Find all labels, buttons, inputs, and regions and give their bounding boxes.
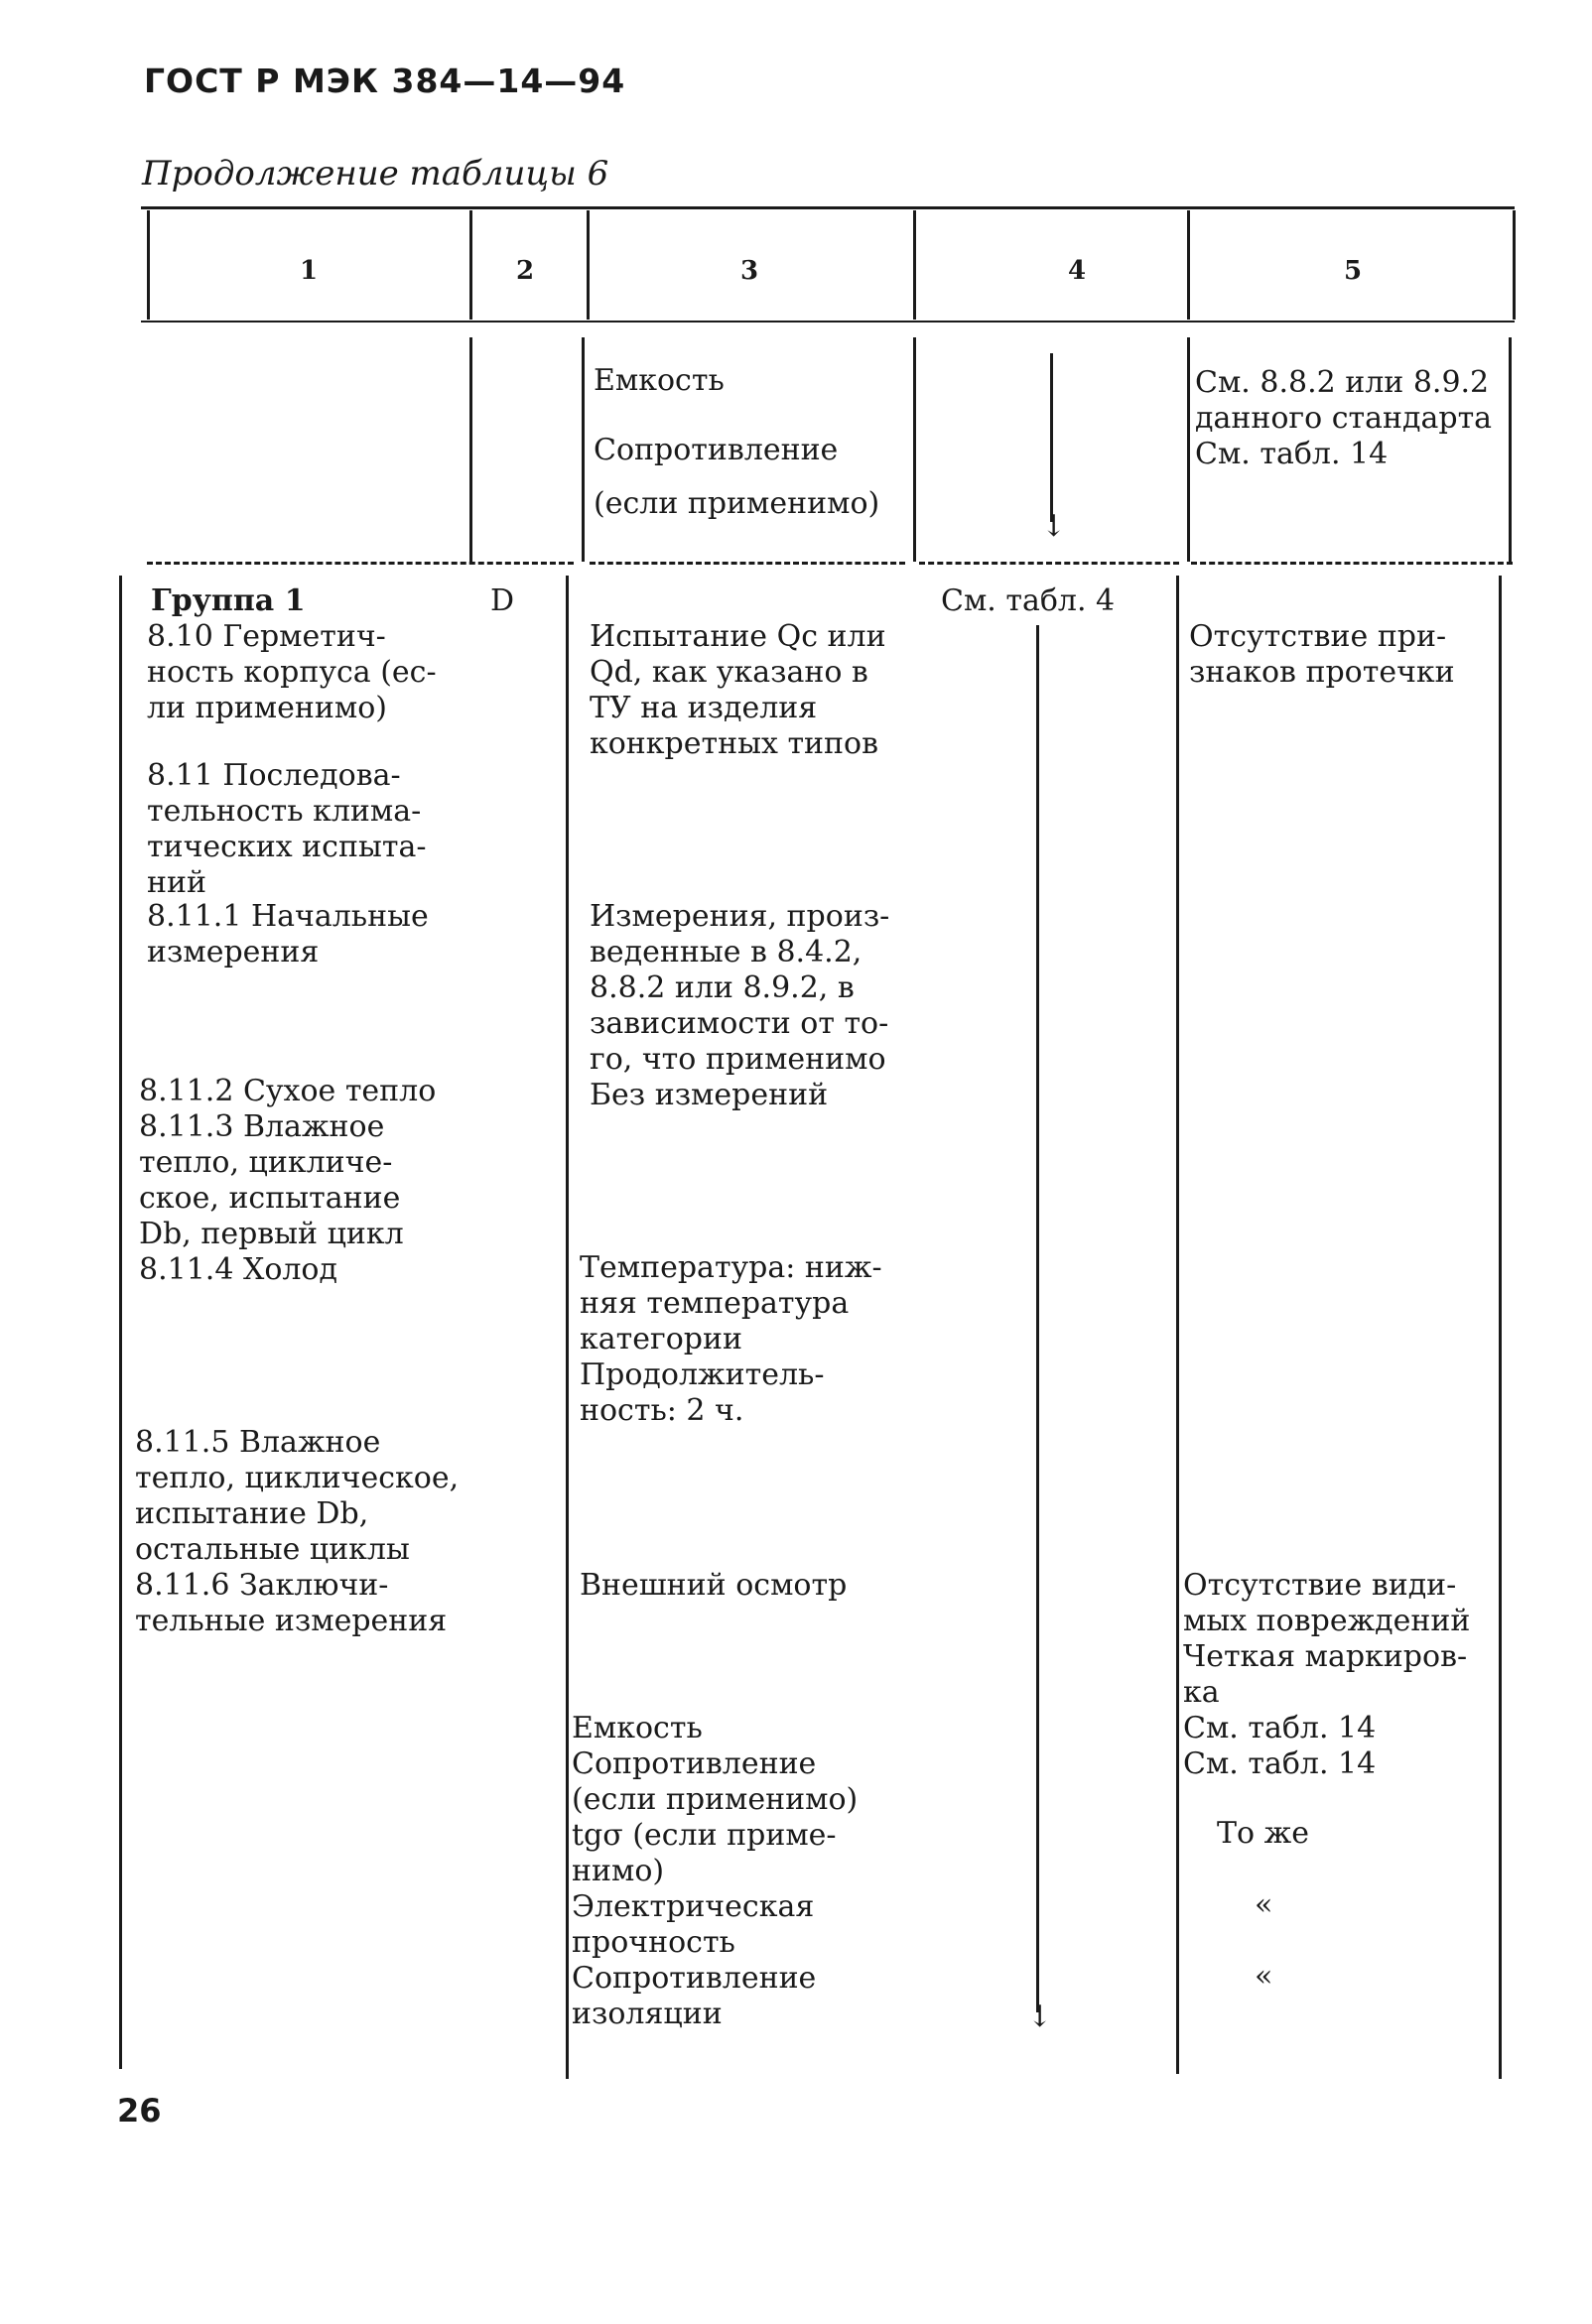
inspection-requirements: Отсутствие види- мых повреждений Четкая маркиров- ка См. табл. 14 См. табл. 14 (1183, 1568, 1471, 1781)
if-applicable-label: (если применимо) (594, 486, 880, 521)
header-divider (913, 210, 916, 320)
column-divider (1509, 337, 1512, 562)
column-divider (1187, 337, 1190, 562)
ditto-mark: « (1255, 1959, 1273, 1994)
row-separator (590, 562, 905, 565)
test-group-code: D (490, 583, 515, 618)
header-bottom-rule (141, 321, 1515, 323)
cold-test-conditions: Температура: ниж- няя температура категории Продолжитель- ность: 2 ч. (580, 1250, 882, 1428)
same-as-above: То же (1217, 1816, 1309, 1851)
column-divider (119, 576, 122, 2069)
initial-measurements: Измерения, произ- веденные в 8.4.2, 8.8.2 или 8.9.2, в зависимости от то- го, что применимо Без измерений (590, 899, 890, 1112)
down-arrow-icon (1036, 625, 1039, 2012)
row-separator (1191, 562, 1513, 565)
no-leakage-requirement: Отсутствие при- знаков протечки (1189, 619, 1455, 690)
capacitance-label: Емкость (594, 363, 725, 398)
clause-8-11-1: 8.11.1 Начальные измерения (147, 899, 429, 969)
page-number: 26 (117, 2092, 162, 2130)
clause-8-11: 8.11 Последова- тельность клима- тических испыта- ний (147, 758, 427, 900)
column-header-4: 4 (1068, 256, 1087, 286)
document-header: ГОСТ Р МЭК 384—14—94 (144, 62, 626, 100)
group-1-heading: Группа 1 (151, 583, 306, 618)
header-divider (1187, 210, 1190, 320)
final-measurements: Емкость Сопротивление (если применимо) tgσ (если приме- нимо) Электрическая прочность Сопротивление изоляции (572, 1711, 859, 2031)
down-arrow-icon: ↓ (1041, 509, 1067, 544)
column-divider (566, 576, 569, 2079)
test-qc-qd: Испытание Qc или Qd, как указано в ТУ на изделия конкретных типов (590, 619, 886, 761)
column-divider (469, 337, 472, 562)
down-arrow-icon (1050, 353, 1053, 522)
ditto-mark: « (1255, 1887, 1273, 1922)
table-top-rule (141, 206, 1515, 209)
resistance-label: Сопротивление (594, 433, 839, 467)
block1-requirements: См. 8.8.2 или 8.9.2 данного стандарта См. табл. 14 (1195, 365, 1493, 471)
clauses-8-11-5-to-8-11-6: 8.11.5 Влажное тепло, циклическое, испытание Db, остальные циклы 8.11.6 Заключи- тельные измерения (135, 1425, 460, 1638)
column-header-2: 2 (516, 256, 535, 286)
column-divider (1499, 576, 1502, 2079)
column-divider (582, 337, 585, 562)
see-table-4: См. табл. 4 (941, 583, 1116, 618)
clause-8-10: 8.10 Герметич- ность корпуса (ес- ли применимо) (147, 619, 437, 725)
down-arrow-icon: ↓ (1027, 2000, 1053, 2034)
column-divider (1176, 576, 1179, 2074)
header-divider (469, 210, 472, 320)
row-separator (919, 562, 1179, 565)
header-divider (147, 210, 150, 320)
column-divider (913, 337, 916, 562)
column-header-3: 3 (740, 256, 759, 286)
header-divider (1513, 210, 1516, 320)
header-divider (587, 210, 590, 320)
row-separator (147, 562, 574, 565)
visual-inspection: Внешний осмотр (580, 1568, 848, 1603)
column-header-5: 5 (1344, 256, 1363, 286)
column-header-1: 1 (300, 256, 319, 286)
clauses-8-11-2-to-8-11-4: 8.11.2 Сухое тепло 8.11.3 Влажное тепло, цикличе- ское, испытание Db, первый цикл 8.11.4 Холод (139, 1074, 437, 1287)
table-continuation-caption: Продолжение таблицы 6 (142, 154, 609, 194)
